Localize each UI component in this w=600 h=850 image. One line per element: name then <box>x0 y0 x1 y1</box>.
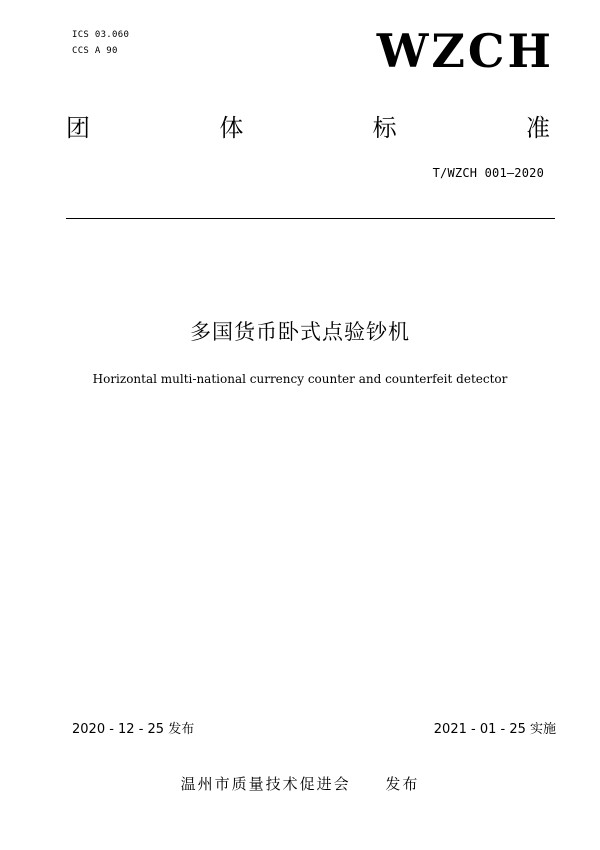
publish-label: 发布 <box>385 775 420 793</box>
publisher-line <box>0 773 600 794</box>
publisher-org: 温州市质量技术促进会 <box>180 775 351 793</box>
header-divider <box>66 218 555 219</box>
title-english: Horizontal multi-national currency counter and counterfeit detector <box>92 372 508 386</box>
doc-type-char: 团 <box>66 114 90 142</box>
ics-code: ICS 03.060 <box>72 30 130 40</box>
document-type <box>66 116 550 140</box>
issue-date: 2020 - 12 - 25 发布 <box>72 722 195 737</box>
title-chinese: 多国货币卧式点验钞机 <box>190 320 410 344</box>
doc-type-char: 体 <box>219 114 244 142</box>
standard-code: T/WZCH 001—2020 <box>432 166 544 180</box>
implementation-date: 2021 - 01 - 25 实施 <box>433 722 556 737</box>
doc-type-char: 标 <box>372 114 397 142</box>
wzch-logo: WZCH <box>376 24 554 78</box>
ccs-code: CCS A 90 <box>72 46 118 56</box>
doc-type-char: 准 <box>525 114 550 142</box>
